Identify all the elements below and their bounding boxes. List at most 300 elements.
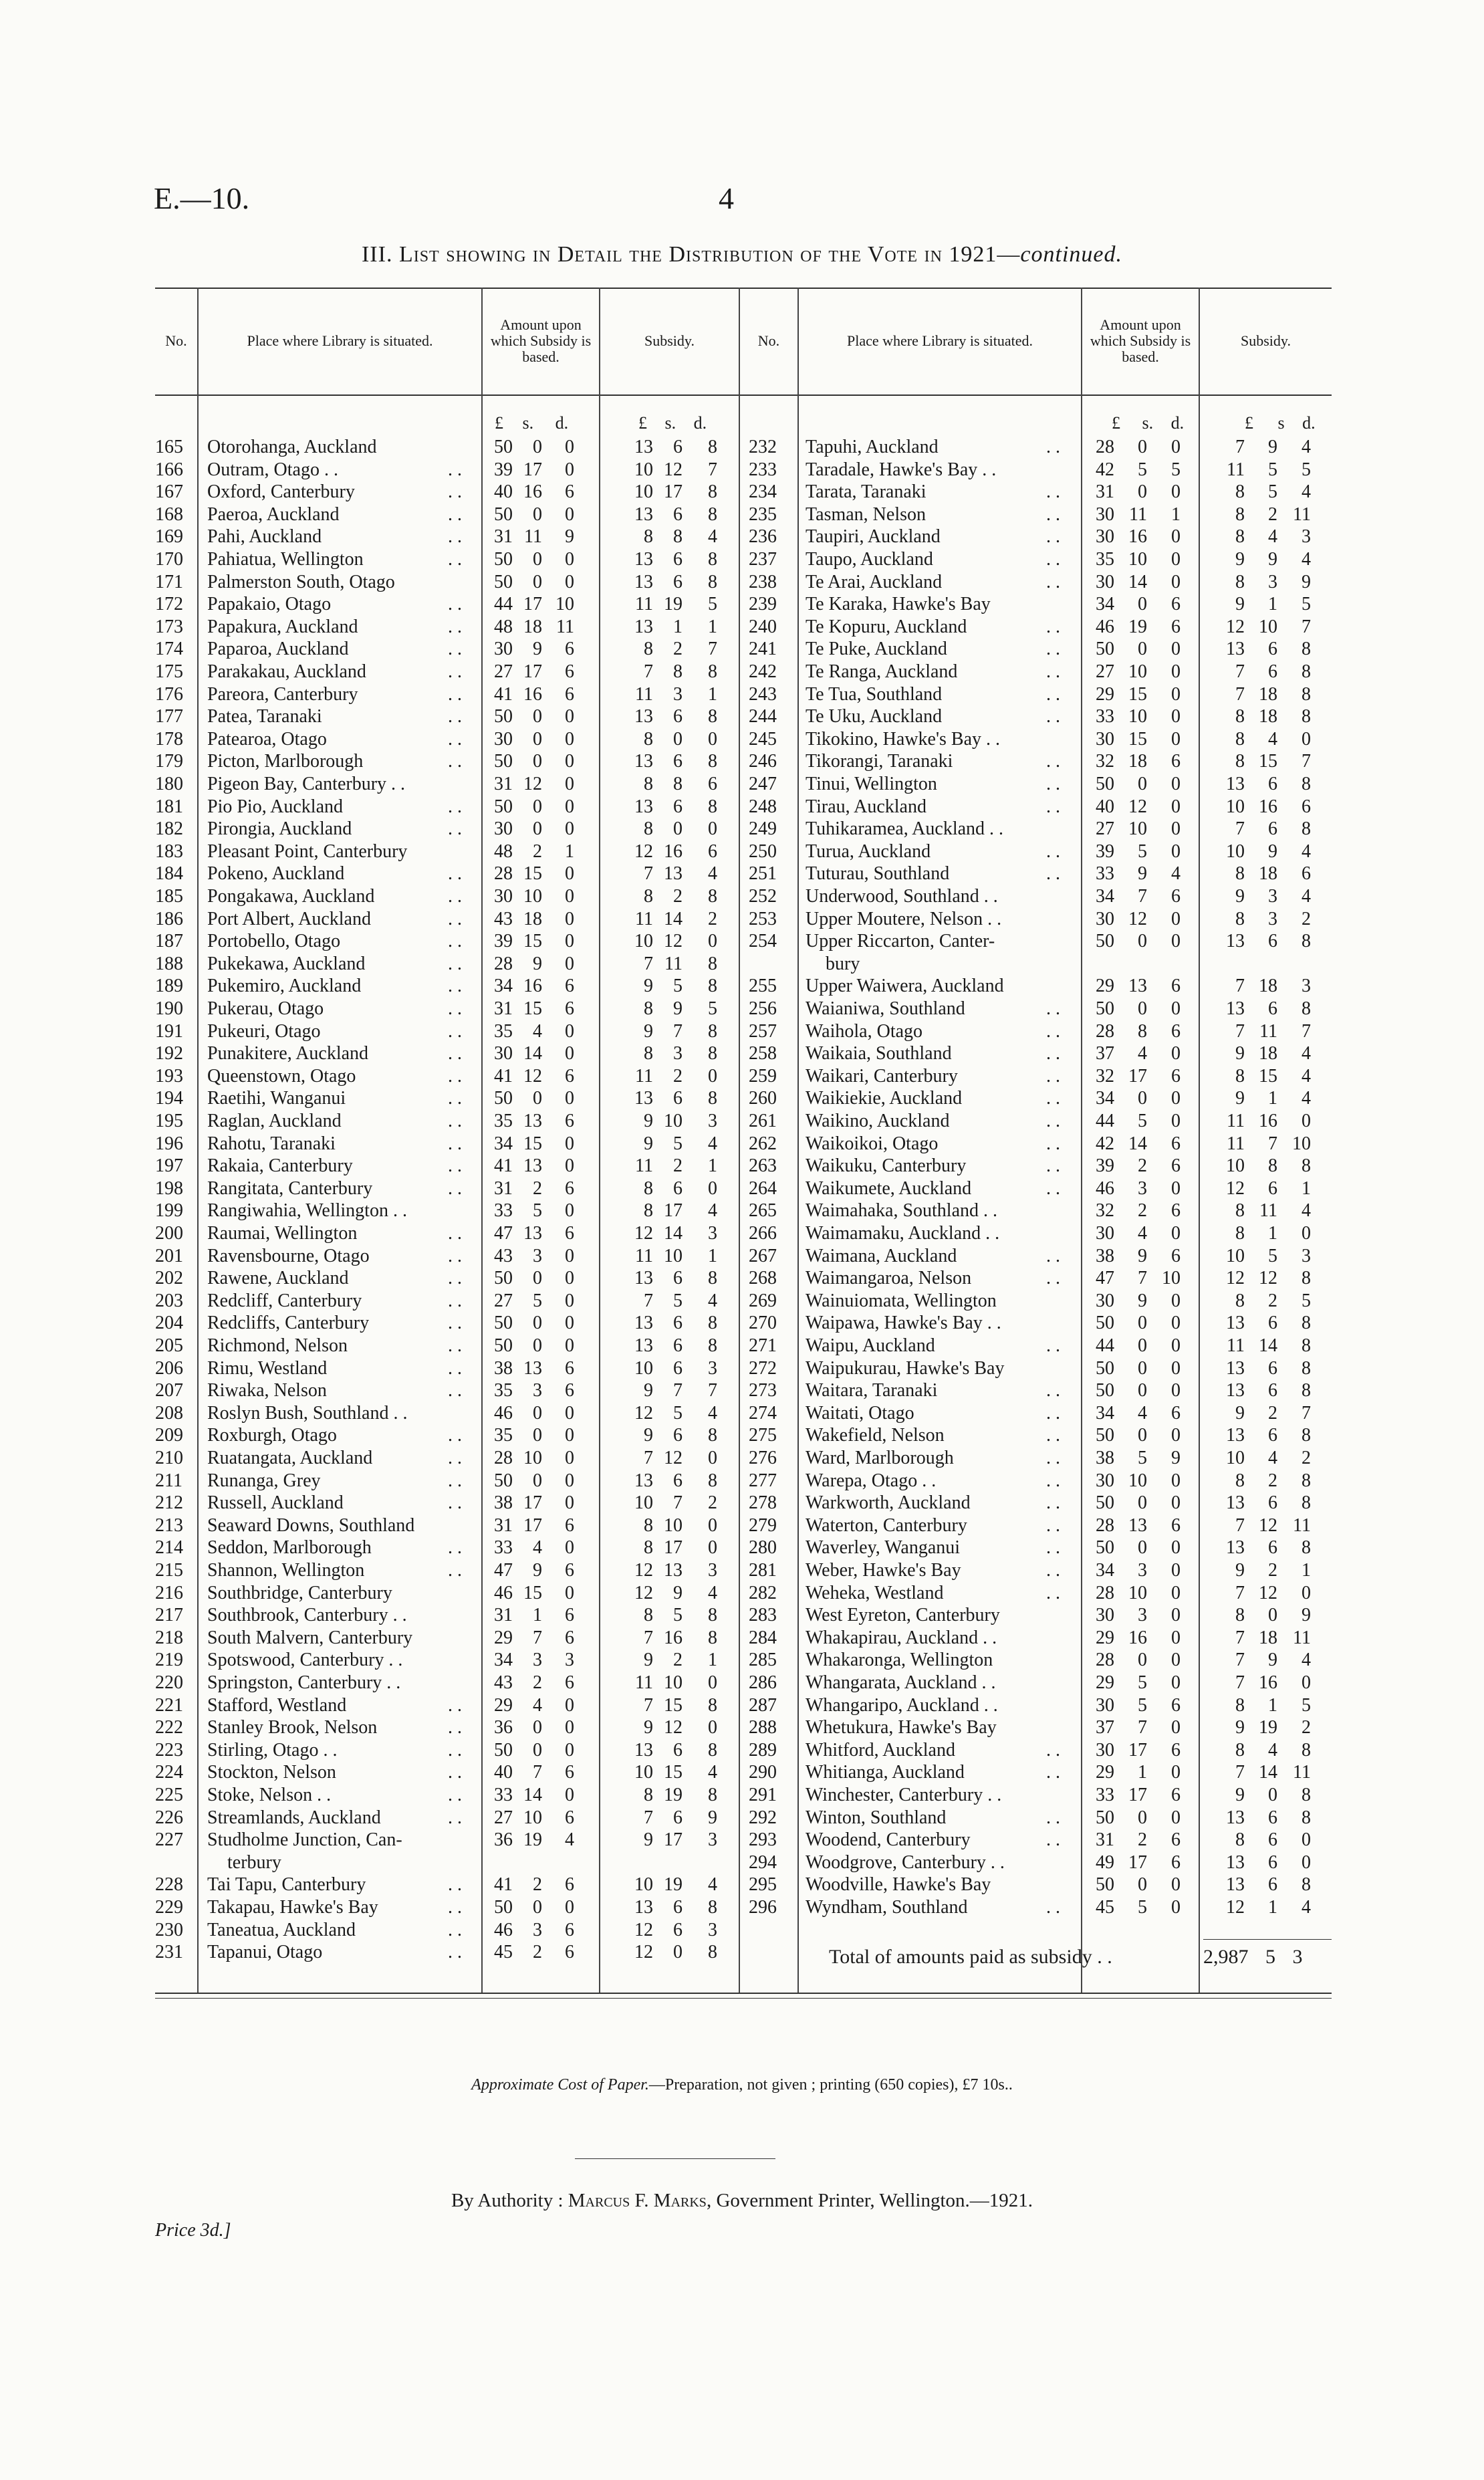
library-place: Warkworth, Auckland [806, 1492, 971, 1514]
row-number: 258 [749, 1043, 777, 1064]
subsidy-pounds: 8 [1235, 863, 1245, 885]
subsidy-pounds: 10 [634, 1762, 653, 1783]
table-row [0, 1402, 1484, 1425]
amount-shillings: 3 [1138, 1177, 1147, 1199]
subsidy-pence: 0 [708, 1177, 717, 1199]
subsidy-pounds: 10 [1226, 1155, 1245, 1177]
leader-dots: . . [448, 1694, 462, 1716]
library-place: Picton, Marlborough [207, 751, 364, 772]
subsidy-pounds: 13 [1226, 1380, 1245, 1401]
leader-dots: . . [1046, 1470, 1060, 1491]
amount-pounds: 49 [1096, 1851, 1114, 1873]
table-title [0, 242, 1484, 267]
amount-pounds: 27 [1096, 818, 1114, 840]
subsidy-pence: 5 [1302, 1694, 1311, 1716]
library-place: Wainuiomata, Wellington [806, 1290, 997, 1311]
amount-pounds: 40 [1096, 796, 1114, 817]
amount-shillings: 1 [533, 1605, 542, 1626]
amount-pounds: 34 [1096, 886, 1114, 907]
subsidy-pounds: 8 [1235, 1605, 1245, 1626]
row-number: 276 [749, 1448, 777, 1468]
total-shillings: 5 [1265, 1946, 1275, 1968]
amount-pence: 6 [565, 481, 574, 503]
table-row [0, 1470, 1484, 1492]
subsidy-pounds: 13 [1226, 998, 1245, 1019]
amount-pence: 0 [565, 503, 574, 525]
library-place: Redcliffs, Canterbury [207, 1313, 370, 1334]
subsidy-pence: 11 [1293, 1514, 1311, 1536]
leader-dots: . . [1046, 1088, 1060, 1109]
subsidy-shillings: 6 [673, 549, 683, 570]
subsidy-shillings: 9 [1268, 549, 1277, 570]
leader-dots: . . [1046, 1245, 1060, 1266]
subsidy-pence: 0 [1302, 1829, 1311, 1851]
subsidy-pence: 8 [1302, 683, 1311, 705]
leader-dots: . . [448, 1874, 462, 1896]
subsidy-pence: 11 [1293, 1762, 1311, 1783]
subsidy-pounds: 13 [1226, 1425, 1245, 1446]
leader-dots: . . [1046, 1492, 1060, 1514]
subsidy-shillings: 14 [1259, 1335, 1277, 1356]
amount-pence: 0 [565, 886, 574, 907]
table-row [0, 1784, 1484, 1807]
subsidy-pounds: 8 [644, 1785, 653, 1805]
subsidy-shillings: 1 [1268, 1897, 1277, 1918]
table-row [0, 1716, 1484, 1739]
authority-prefix: By Authority : [451, 2190, 564, 2211]
subsidy-pounds: 12 [634, 1942, 653, 1963]
subsidy-shillings: 17 [664, 1537, 683, 1559]
amount-pence: 0 [565, 1313, 574, 1334]
table-row [0, 1042, 1484, 1065]
row-number: 220 [155, 1672, 183, 1693]
subsidy-shillings: 18 [1259, 1627, 1277, 1648]
amount-shillings: 9 [1138, 1245, 1147, 1266]
subsidy-pence: 8 [708, 481, 717, 503]
amount-pounds: 30 [1096, 503, 1114, 525]
library-place: Takapau, Hawke's Bay [207, 1897, 378, 1918]
row-number: 224 [155, 1762, 183, 1783]
row-number: 242 [749, 661, 777, 682]
row-number: 199 [155, 1200, 183, 1222]
amount-shillings: 12 [523, 1065, 542, 1087]
title-roman: III. [361, 242, 393, 267]
subsidy-shillings: 12 [664, 459, 683, 480]
table-row-continuation [0, 953, 1484, 976]
library-place: Shannon, Wellington [207, 1560, 365, 1581]
leader-dots: . . [1046, 998, 1060, 1019]
amount-pence: 6 [565, 683, 574, 705]
row-number: 253 [749, 908, 777, 929]
row-number: 264 [749, 1177, 777, 1199]
subsidy-pence: 2 [1302, 1717, 1311, 1738]
subsidy-pence: 6 [1302, 796, 1311, 817]
leader-dots: . . [1046, 1537, 1060, 1559]
row-number: 229 [155, 1897, 183, 1918]
library-place: Oxford, Canterbury [207, 481, 355, 503]
leader-dots: . . [448, 1111, 462, 1131]
leader-dots: . . [448, 1088, 462, 1109]
library-place: Raumai, Wellington [207, 1223, 358, 1244]
amount-shillings: 2 [1138, 1829, 1147, 1851]
amount-shillings: 2 [1138, 1155, 1147, 1177]
amount-shillings: 14 [1128, 571, 1147, 592]
row-number: 263 [749, 1155, 777, 1177]
amount-pounds: 39 [494, 931, 513, 952]
library-place: Stafford, Westland [207, 1694, 347, 1716]
library-place: Upper Moutere, Nelson . . [806, 908, 1002, 929]
amount-pence: 0 [1171, 481, 1181, 503]
table-row [0, 1267, 1484, 1290]
subsidy-shillings: 6 [673, 1470, 683, 1491]
row-number: 192 [155, 1043, 183, 1064]
amount-pounds: 33 [1096, 706, 1114, 727]
row-number: 243 [749, 683, 777, 705]
row-number: 231 [155, 1942, 183, 1963]
subsidy-pence: 8 [708, 503, 717, 525]
amount-pounds: 28 [1096, 1514, 1114, 1536]
subsidy-pounds: 7 [1235, 1582, 1245, 1603]
subsidy-pence: 5 [1302, 594, 1311, 615]
leader-dots: . . [448, 616, 462, 637]
row-number: 235 [749, 503, 777, 525]
amount-shillings: 17 [1128, 1739, 1147, 1761]
header-subsidy: Subsidy. [1241, 332, 1291, 349]
library-place: Waihola, Otago [806, 1020, 923, 1042]
subsidy-pounds: 11 [635, 1672, 653, 1693]
subsidy-pounds: 13 [1226, 1851, 1245, 1873]
leader-dots: . . [1046, 661, 1060, 682]
subsidy-shillings: 3 [673, 683, 683, 705]
amount-shillings: 19 [1128, 616, 1147, 637]
library-place: Whitianga, Auckland [806, 1762, 965, 1783]
amount-shillings: 0 [1138, 1874, 1147, 1896]
printer-name: Marcus F. Marks [568, 2190, 707, 2211]
subsidy-pounds: 7 [1235, 661, 1245, 682]
subsidy-pence: 6 [708, 774, 717, 794]
subsidy-pounds: 13 [1226, 1537, 1245, 1559]
row-number: 211 [155, 1470, 182, 1491]
table-row [0, 1290, 1484, 1313]
subsidy-pounds: 7 [1235, 1762, 1245, 1783]
leader-dots: . . [1046, 616, 1060, 637]
subsidy-pence: 8 [708, 1694, 717, 1716]
leader-dots: . . [1046, 1133, 1060, 1154]
row-number: 183 [155, 840, 183, 862]
amount-pence: 0 [565, 1043, 574, 1064]
subsidy-pence: 8 [708, 1313, 717, 1334]
amount-pence: 6 [1171, 976, 1181, 997]
amount-pence: 0 [1171, 796, 1181, 817]
amount-shillings: 13 [523, 1155, 542, 1177]
library-place: Stanley Brook, Nelson [207, 1717, 378, 1738]
library-place: Waikino, Auckland [806, 1111, 950, 1131]
leader-dots: . . [448, 1739, 462, 1761]
library-place-continued: bury [826, 953, 860, 974]
subsidy-shillings: 12 [664, 931, 683, 952]
leader-dots: . . [1046, 1111, 1060, 1131]
leader-dots: . . [448, 706, 462, 727]
amount-pence: 5 [1171, 459, 1181, 480]
amount-shillings: 17 [1128, 1785, 1147, 1805]
subsidy-pounds: 8 [1235, 751, 1245, 772]
amount-pounds: 47 [494, 1560, 513, 1581]
subsidy-pounds: 8 [644, 728, 653, 750]
amount-pence: 6 [565, 1874, 574, 1896]
subsidy-shillings: 11 [1259, 1200, 1277, 1222]
leader-dots: . . [448, 594, 462, 615]
library-place: Waipu, Auckland [806, 1335, 935, 1356]
subsidy-shillings: 1 [1268, 1223, 1277, 1244]
subsidy-pence: 9 [1302, 1605, 1311, 1626]
subsidy-shillings: 2 [1268, 1470, 1277, 1491]
row-number: 167 [155, 481, 183, 503]
amount-shillings: 12 [523, 774, 542, 794]
library-place: Pirongia, Auckland [207, 818, 352, 840]
library-place: Rahotu, Taranaki [207, 1133, 336, 1154]
amount-pounds: 27 [494, 661, 513, 682]
subsidy-pounds: 13 [634, 1313, 653, 1334]
amount-pence: 6 [565, 1605, 574, 1626]
amount-pence: 0 [1171, 1290, 1181, 1311]
subsidy-pounds: 13 [634, 1470, 653, 1491]
table-row [0, 683, 1484, 706]
library-place: Te Puke, Auckland [806, 639, 947, 660]
subsidy-pounds: 13 [634, 751, 653, 772]
amount-pounds: 50 [1096, 998, 1114, 1019]
subsidy-pounds: 11 [1227, 1133, 1245, 1154]
amount-pence: 0 [1171, 1492, 1181, 1514]
amount-pounds: 50 [1096, 1874, 1114, 1896]
amount-shillings: 2 [533, 1942, 542, 1963]
amount-pounds: 39 [1096, 1155, 1114, 1177]
amount-pence: 0 [1171, 1582, 1181, 1603]
subsidy-shillings: 15 [1259, 751, 1277, 772]
subsidy-shillings: 7 [673, 1380, 683, 1401]
subsidy-shillings: 2 [673, 1650, 683, 1671]
subsidy-shillings: 2 [673, 639, 683, 660]
subsidy-pounds: 13 [634, 437, 653, 457]
library-place: Roxburgh, Otago [207, 1425, 337, 1446]
subsidy-pence: 3 [708, 1223, 717, 1244]
amount-pounds: 50 [494, 1268, 513, 1289]
subsidy-pence: 8 [708, 976, 717, 997]
amount-shillings: 12 [1128, 796, 1147, 817]
amount-pence: 6 [1171, 1065, 1181, 1087]
amount-pounds: 34 [1096, 1402, 1114, 1424]
subsidy-pounds: 13 [634, 571, 653, 592]
row-number: 218 [155, 1627, 183, 1648]
amount-pence: 0 [1171, 661, 1181, 682]
table-row [0, 1829, 1484, 1851]
subsidy-pounds: 13 [1226, 1492, 1245, 1514]
subsidy-pence: 0 [708, 1537, 717, 1559]
subsidy-pounds: 11 [635, 683, 653, 705]
amount-pence: 0 [1171, 1111, 1181, 1131]
amount-shillings: 0 [533, 503, 542, 525]
subsidy-pounds: 8 [1235, 1200, 1245, 1222]
subsidy-pounds: 11 [635, 1245, 653, 1266]
subsidy-pence: 4 [1302, 840, 1311, 862]
paper-cost-note [0, 2076, 1484, 2094]
table-row [0, 930, 1484, 953]
amount-pence: 6 [1171, 1402, 1181, 1424]
leader-dots: . . [448, 1537, 462, 1559]
subsidy-shillings: 1 [673, 616, 683, 637]
amount-pounds: 31 [494, 1177, 513, 1199]
subsidy-pounds: 13 [634, 549, 653, 570]
leader-dots: . . [448, 1425, 462, 1446]
leader-dots: . . [1046, 503, 1060, 525]
amount-shillings: 5 [1138, 459, 1147, 480]
subsidy-pence: 4 [1302, 481, 1311, 503]
subsidy-pence: 8 [708, 437, 717, 457]
amount-pounds: 46 [494, 1919, 513, 1940]
amount-pence: 0 [565, 931, 574, 952]
subsidy-pence: 8 [708, 1425, 717, 1446]
currency-units-left-subsidy [638, 413, 707, 433]
amount-shillings: 16 [1128, 526, 1147, 548]
library-place: Whitford, Auckland [806, 1739, 955, 1761]
row-number: 279 [749, 1514, 777, 1536]
amount-pounds: 50 [494, 1088, 513, 1109]
subsidy-pence: 4 [1302, 1897, 1311, 1918]
subsidy-pence: 3 [1302, 1245, 1311, 1266]
amount-pence: 0 [565, 1020, 574, 1042]
amount-pence: 6 [1171, 1133, 1181, 1154]
subsidy-shillings: 8 [673, 526, 683, 548]
subsidy-pounds: 7 [1235, 1650, 1245, 1671]
row-number: 169 [155, 526, 183, 548]
row-number: 198 [155, 1177, 183, 1199]
subsidy-pounds: 9 [644, 976, 653, 997]
subsidy-shillings: 6 [673, 571, 683, 592]
library-place: Waianiwa, Southland [806, 998, 965, 1019]
table-row [0, 1537, 1484, 1559]
row-number: 292 [749, 1807, 777, 1828]
amount-shillings: 0 [533, 1425, 542, 1446]
amount-pence: 6 [565, 1065, 574, 1087]
amount-pounds: 31 [494, 998, 513, 1019]
library-place: Whakapirau, Auckland . . [806, 1627, 997, 1648]
subsidy-pence: 11 [1293, 503, 1311, 525]
subsidy-pounds: 8 [1235, 1470, 1245, 1491]
library-place: Pukerau, Otago [207, 998, 324, 1019]
subsidy-pence: 8 [708, 1785, 717, 1805]
table-row [0, 1874, 1484, 1896]
table-row [0, 593, 1484, 616]
amount-shillings: 15 [1128, 683, 1147, 705]
amount-pence: 6 [1171, 1851, 1181, 1873]
amount-shillings: 5 [1138, 1111, 1147, 1131]
leader-dots: . . [1046, 796, 1060, 817]
subsidy-pence: 1 [708, 1155, 717, 1177]
amount-pounds: 35 [494, 1020, 513, 1042]
subsidy-pence: 8 [708, 661, 717, 682]
amount-pounds: 31 [1096, 481, 1114, 503]
subsidy-shillings: 6 [673, 437, 683, 457]
amount-pence: 6 [1171, 1020, 1181, 1042]
amount-pounds: 29 [494, 1627, 513, 1648]
row-number: 175 [155, 661, 183, 682]
leader-dots: . . [448, 998, 462, 1019]
amount-shillings: 2 [533, 1177, 542, 1199]
amount-shillings: 4 [1138, 1402, 1147, 1424]
amount-shillings: 10 [1128, 1470, 1147, 1491]
amount-shillings: 7 [533, 1627, 542, 1648]
amount-pence: 0 [565, 1492, 574, 1514]
amount-pence: 0 [1171, 931, 1181, 952]
subsidy-pounds: 7 [644, 1448, 653, 1468]
leader-dots: . . [448, 818, 462, 840]
row-number: 186 [155, 908, 183, 929]
penny-label: d. [1170, 413, 1185, 433]
library-place: Rangitata, Canterbury [207, 1177, 373, 1199]
subsidy-pence: 10 [1292, 1133, 1311, 1154]
amount-shillings: 15 [523, 1582, 542, 1603]
table-row [0, 975, 1484, 998]
subsidy-shillings: 6 [1268, 661, 1277, 682]
amount-pence: 0 [565, 728, 574, 750]
library-place: Waipawa, Hawke's Bay . . [806, 1313, 1001, 1334]
subsidy-pence: 5 [708, 594, 717, 615]
subsidy-pounds: 7 [1235, 1627, 1245, 1648]
leader-dots: . . [448, 1268, 462, 1289]
subsidy-shillings: 19 [664, 1874, 683, 1896]
amount-shillings: 0 [1138, 998, 1147, 1019]
amount-pence: 0 [565, 1448, 574, 1468]
row-number: 268 [749, 1268, 777, 1289]
subsidy-pounds: 12 [1226, 1177, 1245, 1199]
subsidy-pounds: 8 [644, 1605, 653, 1626]
amount-pounds: 28 [1096, 437, 1114, 457]
leader-dots: . . [448, 1245, 462, 1266]
leader-dots: . . [448, 931, 462, 952]
amount-pounds: 50 [1096, 639, 1114, 660]
subsidy-pence: 3 [1302, 976, 1311, 997]
amount-pounds: 28 [1096, 1650, 1114, 1671]
subsidy-shillings: 6 [673, 1335, 683, 1356]
subsidy-pence: 4 [708, 1133, 717, 1154]
amount-shillings: 4 [1138, 1223, 1147, 1244]
amount-pence: 6 [565, 1357, 574, 1379]
row-number: 215 [155, 1560, 183, 1581]
subsidy-pounds: 13 [1226, 639, 1245, 660]
subsidy-pence: 1 [708, 683, 717, 705]
subsidy-pence: 0 [1302, 728, 1311, 750]
amount-pounds: 34 [1096, 1560, 1114, 1581]
row-number: 200 [155, 1223, 183, 1244]
amount-shillings: 14 [523, 1785, 542, 1805]
library-place: Pokeno, Auckland [207, 863, 345, 885]
subsidy-shillings: 11 [1259, 1020, 1277, 1042]
leader-dots: . . [448, 549, 462, 570]
subsidy-pounds: 12 [634, 1582, 653, 1603]
subsidy-pence: 8 [1302, 1425, 1311, 1446]
library-place: Waikaia, Southland [806, 1043, 952, 1064]
library-place: Queenstown, Otago [207, 1065, 356, 1087]
amount-pence: 0 [1171, 1177, 1181, 1199]
amount-pounds: 33 [1096, 863, 1114, 885]
row-number: 217 [155, 1605, 183, 1626]
row-number: 255 [749, 976, 777, 997]
amount-pounds: 46 [494, 1402, 513, 1424]
amount-pounds: 38 [494, 1492, 513, 1514]
subsidy-pounds: 8 [644, 774, 653, 794]
row-number: 295 [749, 1874, 777, 1896]
cost-label: Approximate Cost of Paper. [471, 2076, 649, 2094]
library-place: Tikorangi, Taranaki [806, 751, 953, 772]
